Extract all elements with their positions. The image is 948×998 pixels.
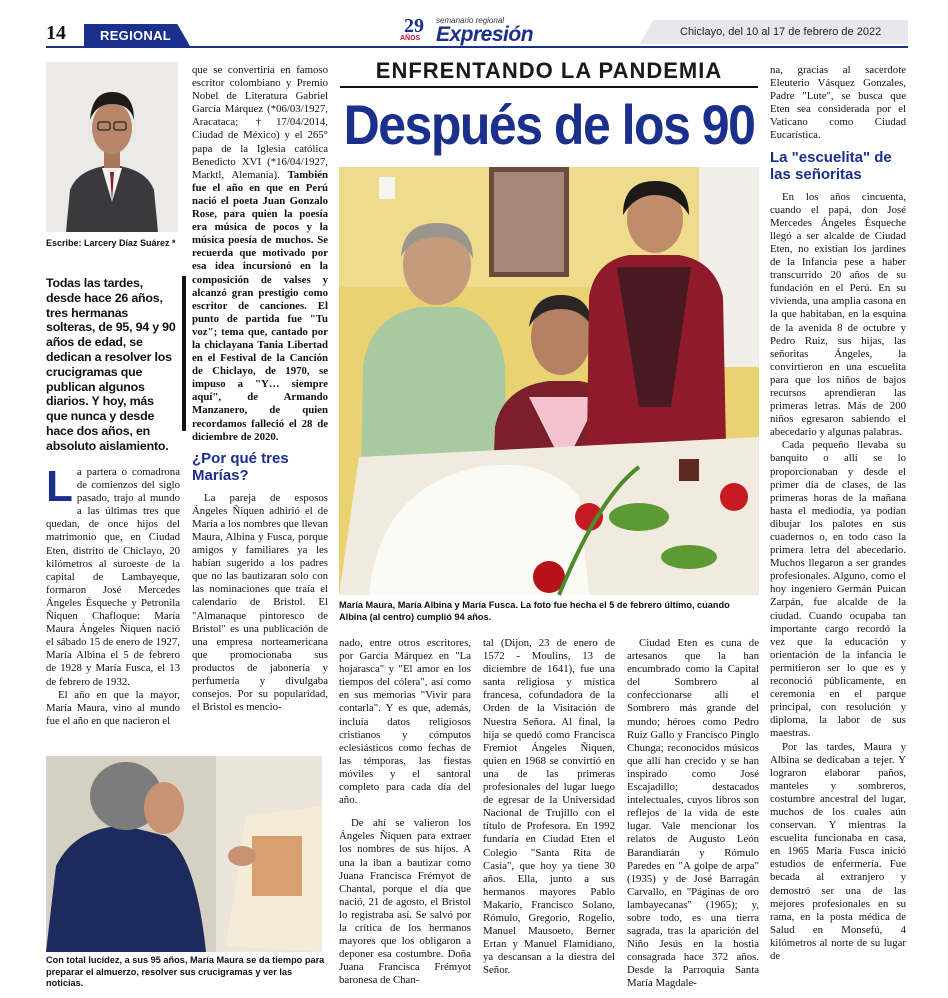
author-byline: Escribe: Larcery Díaz Suárez * xyxy=(46,238,176,248)
lede: Todas las tardes, desde hace 26 años, tres hermanas solteras, de 95, 94 y 90 años de edad, se dedican a resolver los crucigramas que publican algunos diarios. Y hoy, más que nunca y desde hace dos años, en absoluto aislamiento. xyxy=(46,276,176,453)
main-photo xyxy=(339,167,759,595)
article-column-4 xyxy=(483,637,615,979)
col6-paragraph-3: Por las tardes, Maura y Albina se dedicaban a tejer. Y lograron elaborar paños, manteles y sombreros, costumbre ancestral del lugar, muchos de los cuales aún conservan. Y mientras la escuelita funcionaba en casa, en 1965 María Fusca inició estudios de enfermería. Fue becada al extranjero y demostró ser una de las mejores profesionales en su rama, en la posta médica de Salud en Monsefú, 4 kilómetros al norte de su lugar de xyxy=(770,740,906,962)
article-column-3 xyxy=(339,637,471,987)
header-bar xyxy=(0,0,948,50)
col1-paragraph-1: a partera o comadrona de comienzos del siglo pasado, trajo al mundo a las últimas tres que quedan, de once hijos del matrimonio que, en Ciudad Eten, distrito de Chiclayo, 20 kilómetros al suroeste de la capital de Lambayeque, formaron José Mercedes Ángeles Ésqueche y Petronila Ñiquen Chafloque: María Maura Ángeles Ñiquen nació el sábado 15 de enero de 1927, María Albina el 5 de febrero de 1928 y María Fusca, el 13 de febrero de 1932. xyxy=(46,466,180,688)
section-label: REGIONAL xyxy=(100,28,172,43)
page-number: 14 xyxy=(46,22,66,44)
logo-anniversary-number: 29 xyxy=(404,15,424,37)
col3-paragraph-2: De ahí se valieron los Ángeles Ñiquen para extraer los nombres de sus hijos. A una la iban a bautizar como Juana Francisca Frémyot de Chantal, porque el día que nació, 21 de agosto, el Bristol lo registraba así. Se salvó por la crítica de los hermanos mayores que los obligaron a deponer esa costumbre. Doña Juana Francisca Frémyot baronesa de Chan- xyxy=(339,817,471,987)
logo-tagline: semanario regional xyxy=(436,16,505,25)
logo xyxy=(398,14,558,46)
article-column-2 xyxy=(192,64,328,752)
drop-cap: L xyxy=(46,462,73,511)
kicker: ENFRENTANDO LA PANDEMIA xyxy=(340,58,758,88)
subhead-escuelita: La "escuelita" de las señoritas xyxy=(770,148,892,183)
author-photo xyxy=(46,62,178,232)
lede-rule xyxy=(182,276,186,431)
col6-paragraph-1: En los años cincuenta, cuando el papá, don José Mercedes Ángeles Ésqueche llegó a ser alcalde de Ciudad Eten, no existían los jardines de la Infancia pese a haber transcurrido 20 años de su fundación en el Perú. En su vivienda, una amplia casona en la que habitaban, en la esquina de la avenida 8 de octubre y Pedro Ruiz, sus hijas, las señoritas Ángeles, la convirtieron en una escuelita para que los niños de bajos recursos aprendieran las primeras letras. Más de 200 niños egresaron sabiendo el abecedario y algunas palabras. xyxy=(770,190,906,439)
col2-paragraph-1a: que se convertiría en famoso escritor colombiano y Premio Nobel de Literatura Gabriel García Márquez (*06/03/1927, Aracataca; †17/04/2014, Ciudad de México) y el 265° papa de la Iglesia católica Benedicto XVI (*16/04/1927, Marktl, Alemania). xyxy=(192,64,328,181)
logo-name: Expresión xyxy=(436,23,534,46)
col5-paragraph-1: Ciudad Eten es cuna de artesanos que la han encumbrado como la Capital del Sombrero al confeccionarse allí el Sombrero más grande del mundo; héroes como Pedro Ruiz Gallo y Francisco Pinglo Chunga; reconocidos músicos que allí han crecido y se han inspirado como José Escajadillo; destacados intelectuales, cuyos libros son reflejos de la vida de este lugar. Vale mencionar los relatos de Augusto León Barandiarán y Rómulo Paredes en "A golpe de arpa" (1935) y de José Barragán Carvallo, en "Páginas de oro lambayecanas" (1965); y, sobre todo, es una tierra sagrada, tras la aparición del Niño Jesús en la hostia consagrada hace 372 años. Desde la Parroquia Santa María Magdale- xyxy=(627,637,759,990)
small-photo-caption: Con total lucidez, a sus 95 años, María Maura se da tiempo para preparar el almuerzo, resolver sus crucigramas y ver las noticias. xyxy=(46,955,325,988)
article-column-1 xyxy=(46,462,180,750)
col6-paragraph-0: na, gracias al sacerdote Eleuterio Vásquez Gonzales, Padre "Lute", se busca que Eten sea considerada por el Vaticano como Ciudad Eucarística. xyxy=(770,64,906,142)
col2-paragraph-2: La pareja de esposos Ángeles Ñiquen adhirió el de María a los nombres que llevan Maura, Albina y Fusca, porque amigos y familiares ya les habían sugerido a los padres que no las bautizaran solo con las nominaciones que traía el calendario de Bristol. El "Almanaque pintoresco de Bristol" es una publicación de una empresa norteamericana que promocionaba sus productos de jabonería y perfumería y divulgaba consejos. Por su popularidad, el Bristol es mencio- xyxy=(192,491,328,714)
dateline: Chiclayo, del 10 al 17 de febrero de 2022 xyxy=(680,26,882,38)
col3-paragraph-1: nado, entre otros escritores, por García Márquez en "La hojarasca" y "El amor en los tiempos del cólera", así como en sus memorias "Vivir para contarla". Y es que, además, incluía datos religiosos cristianos y cómputos eclesiásticos como fechas de las témporas, las fiestas móviles y el santoral completo para cada día del año. xyxy=(339,637,471,807)
subhead-tres-marias: ¿Por qué tres Marías? xyxy=(192,449,289,484)
logo-anniversary-word: AÑOS xyxy=(400,35,421,42)
article-column-5 xyxy=(627,637,759,990)
main-photo-caption: María Maura, María Albina y María Fusca. La foto fue hecha el 5 de febrero último, cuando Albina (al centro) cumplió 94 años. xyxy=(339,600,730,622)
headline: Después de los 90 xyxy=(343,93,755,157)
col6-paragraph-2: Cada pequeño llevaba su banquito o allí se lo proporcionaban y desde el primer día de clases, de las primeras horas de la mañana hasta el mediodía, ya podían dibujar los palotes en sus cuadernos o, en todo caso la primera letra del abecedario. Muchos llegaron a ser grandes profesionales. Alguno, como el hoy ingeniero Germán Puican Zarpán, fue alcalde de la ciudad. Cuando ocupaba tan importante cargo recordó la vez que la educación y orientación de la infancia le permitieron ser lo que es y reconoció públicamente, en ceremonia en el parque principal, con resolución y diploma, la labor de sus maestras. xyxy=(770,439,906,740)
col2-paragraph-1b: También fue el año en que en Perú nació el poeta Juan Gonzalo Rose, para quien la poesía era música de pocos y la música poesía de muchos. Se recuerda que motivado por esa idea incursionó en la composición de valses y alcanzó gran prestigio como escritor de canciones. El punto de partida fue "Tu voz"; tema que, cantado por la chiclayana Tania Libertad en el Festival de la Canción de Chiclayo, de 1970, se impuso a "Y… siempre aquí", de Armando Manzanero, de quien recordamos falleció el 28 de diciembre de 2020. xyxy=(192,168,328,443)
col1-paragraph-2: El año en que la mayor, María Maura, vino al mundo fue el año en que nacieron el xyxy=(46,688,180,727)
article-column-6 xyxy=(770,64,906,984)
small-photo xyxy=(46,756,322,952)
col4-paragraph-1: tal (Dijon, 23 de enero de 1572 - Moulins, 13 de diciembre de 1641), fue una santa religiosa y mística francesa, cofundadora de la Orden de la Visitación de Nuestra Señora. Al final, la hija se quedó como Francisca Fremiot Ángeles Ñiquen, quien en 1968 se convirtió en una de las primeras profesionales del lugar luego de egresar de la Universidad Nacional de Trujillo con el título de Profesora. En 1992 fundaría en Ciudad Eten el Colegio "Santa Rita de Casia", que hoy ya tiene 30 años. Ella, junto a sus hermanos mayores Pablo Makario, Francisco Solano, Rómulo, Gregorio, Rogelio, Manuel Mausoeto, Berner Ertan y Manuel Flamidiano, ya descansan a la diestra del Señor. xyxy=(483,637,615,977)
